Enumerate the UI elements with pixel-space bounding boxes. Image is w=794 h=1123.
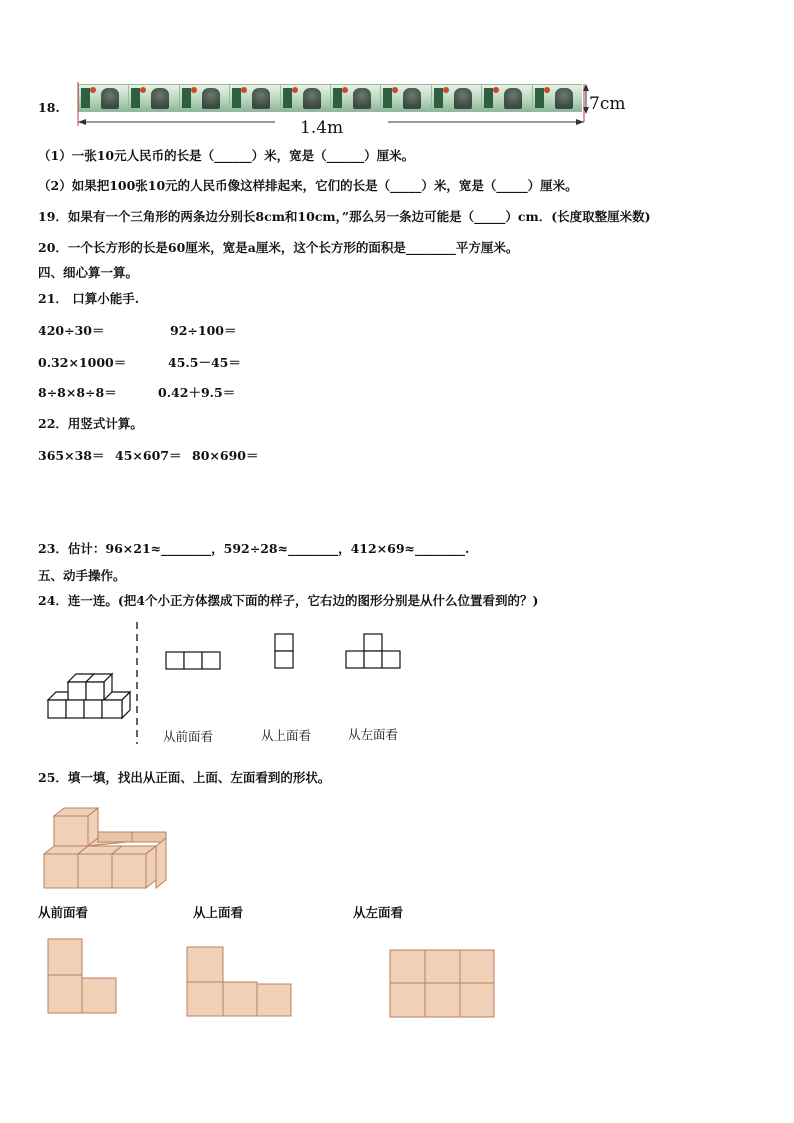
- mental-math-item: 45.5－45＝: [168, 355, 241, 370]
- q24-label-top: 从上面看: [261, 728, 312, 743]
- dimension-lines: [0, 0, 794, 140]
- q24-view-shape-column: [274, 633, 296, 671]
- q25-left-view-shape: [389, 949, 497, 1019]
- q24-view-shape-t: [345, 633, 403, 671]
- question-18-number: 18.: [38, 100, 60, 115]
- question-24-title: 24．连一连。(把4个小正方体摆成下面的样子，它右边的图形分别是从什么位置看到的？): [38, 593, 539, 608]
- mental-math-item: 420÷30＝: [38, 323, 105, 338]
- strip-length-label: 1.4m: [300, 118, 344, 138]
- bill-width-label: 7cm: [589, 94, 626, 114]
- q25-label-front: 从前面看: [38, 905, 89, 920]
- question-21-title: 21． 口算小能手.: [38, 291, 140, 306]
- question-18-part-2: （2）如果把100张10元的人民币像这样排起来，它们的长是（_____）米，宽是（_____）厘米。: [38, 178, 578, 193]
- section-5-heading: 五、动手操作。: [38, 568, 126, 583]
- q25-top-view-shape: [186, 946, 294, 1018]
- q24-label-left: 从左面看: [348, 727, 399, 742]
- mental-math-item: 8÷8×8÷8＝: [38, 385, 117, 400]
- mental-math-item: 0.32×1000＝: [38, 355, 127, 370]
- q25-label-top: 从上面看: [193, 905, 244, 920]
- q24-label-front: 从前面看: [163, 729, 214, 744]
- q24-cube-stack-figure: [40, 660, 130, 730]
- q25-front-view-shape: [47, 938, 119, 1016]
- question-19: 19．如果有一个三角形的两条边分别长8cm和10cm，”那么另一条边可能是（_____）cm．(长度取整厘米数): [38, 209, 651, 224]
- vertical-calc-item: 365×38＝: [38, 448, 105, 463]
- vertical-calc-item: 80×690＝: [192, 448, 259, 463]
- question-23: 23．估计：96×21≈________，592÷28≈________，412×69≈________.: [38, 541, 470, 556]
- section-4-heading: 四、细心算一算。: [38, 265, 139, 280]
- q24-dashed-divider: [134, 622, 140, 744]
- question-18-part-1: （1）一张10元人民币的长是（______）米，宽是（______）厘米。: [38, 148, 415, 163]
- q24-view-shape-row: [165, 651, 223, 671]
- q25-label-left: 从左面看: [353, 905, 404, 920]
- vertical-calc-item: 45×607＝: [115, 448, 182, 463]
- mental-math-item: 92÷100＝: [170, 323, 237, 338]
- question-22-title: 22．用竖式计算。: [38, 416, 143, 431]
- question-25-title: 25．填一填，找出从正面、上面、左面看到的形状。: [38, 770, 331, 785]
- q25-cube-stack-figure: [42, 808, 170, 890]
- question-20: 20．一个长方形的长是60厘米，宽是a厘米，这个长方形的面积是________平方厘米。: [38, 240, 519, 255]
- mental-math-item: 0.42＋9.5＝: [158, 385, 236, 400]
